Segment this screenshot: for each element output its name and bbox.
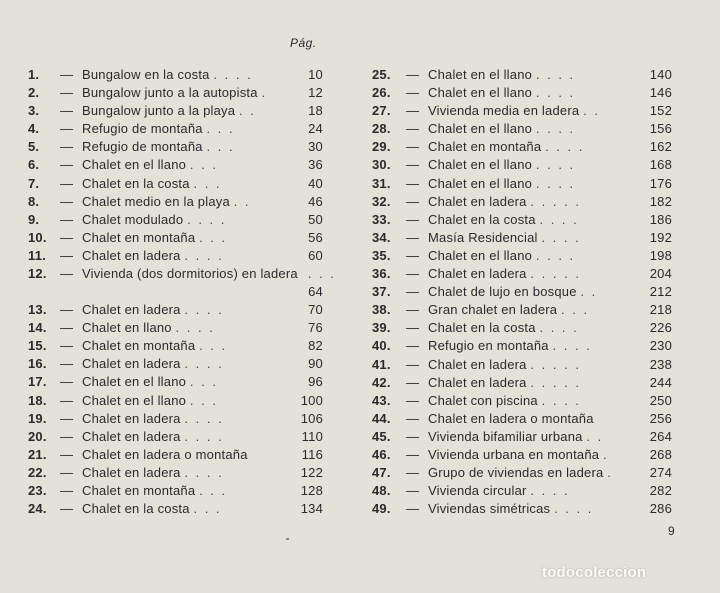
entry-dash: — [60,501,74,517]
entry-page-number: 76 [308,320,323,336]
entry-number: 10. [28,229,47,245]
leader-dots: . . . [193,175,222,191]
entry-number: 26. [372,85,391,101]
entry-dash: — [60,410,74,426]
leader-dots: . . . . [184,428,224,444]
toc-entry [372,247,672,265]
entry-number: 20. [28,428,47,444]
entry-title: Chalet en el llano [82,374,187,390]
toc-entry [372,156,672,174]
entry-dash: — [406,229,420,245]
entry-title: Chalet en el llano [82,157,187,173]
toc-entry [372,175,672,193]
entry-title: Viviendas simétricas [428,501,551,517]
entry-dash: — [60,302,74,318]
entry-number: 44. [372,410,391,426]
page-number: 9 [668,524,675,538]
entry-number: 8. [28,193,40,209]
entry-page-number: 122 [300,464,323,480]
entry-title: Chalet en el llano [428,67,533,82]
entry-title: Vivienda media en ladera [428,103,580,119]
toc-entry [28,482,323,500]
entry-page-number: 198 [649,247,672,263]
entry-title: Chalet en montaña [82,229,196,245]
leader-dots: . [603,446,609,462]
toc-entry [372,138,672,156]
entry-page-number: 60 [308,247,323,263]
entry-number: 38. [372,302,391,318]
entry-dash: — [406,247,420,263]
entry-title: Chalet en ladera [428,374,527,390]
toc-entry [28,373,323,391]
leader-dots: . . . [189,374,218,390]
entry-title: Vivienda circular [428,483,527,499]
leader-dots: . . [580,284,598,300]
entry-page-number: 46 [308,193,323,209]
toc-entry [28,156,323,174]
entry-number: 1. [28,67,40,82]
toc-entry [28,229,323,247]
entry-dash: — [60,374,74,390]
entry-title: Chalet con piscina [428,392,538,408]
leader-dots: . . . . [535,175,576,191]
toc-entry [372,84,672,102]
entry-number: 22. [28,464,47,480]
entry-number: 6. [28,157,40,173]
entry-number: 12. [28,266,47,282]
leader-dots: . . . . [184,302,224,318]
toc-entry [28,175,323,193]
entry-title: Chalet en el llano [428,121,533,137]
toc-entry [28,102,323,120]
toc-entry [28,355,323,373]
entry-number: 23. [28,482,47,498]
toc-entry [372,374,672,392]
entry-dash: — [406,193,420,209]
entry-title: Grupo de viviendas en ladera [428,465,604,481]
entry-page-number: 128 [300,482,323,498]
entry-page-number: 40 [308,175,323,191]
leader-dots: . . . . [535,157,576,173]
toc-entry [372,229,672,247]
entry-dash: — [406,284,420,300]
toc-entry [28,428,323,446]
entry-dash: — [60,211,74,227]
entry-dash: — [60,266,74,282]
entry-page-number: 24 [308,121,323,137]
entry-number: 39. [372,320,391,336]
entry-title: Chalet modulado [82,211,184,227]
entry-page-number: 146 [649,85,672,101]
entry-page-number: 168 [649,157,672,173]
entry-title: Chalet en montaña [428,139,542,155]
leader-dots: . . . [206,121,235,137]
entry-title: Refugio de montaña [82,139,203,155]
toc-entry [28,319,323,337]
entry-dash: — [406,320,420,336]
leader-dots: . . . . [184,247,224,263]
toc-entry [372,319,672,337]
entry-number: 2. [28,85,40,101]
entry-title: Refugio en montaña [428,338,549,354]
entry-title: Chalet en el llano [82,392,187,408]
entry-title: Chalet en ladera [82,356,181,372]
entry-number: 3. [28,103,40,119]
entry-dash: — [406,302,420,318]
toc-entry [372,66,672,84]
toc-entry [28,500,323,518]
entry-page-number: 238 [649,356,672,372]
leader-dots: . [261,85,268,101]
entry-title: Chalet en la costa [428,320,536,336]
leader-dots: . . . . [539,211,579,227]
entry-number: 25. [372,67,391,82]
entry-page-number: 36 [308,157,323,173]
entry-dash: — [60,121,74,137]
entry-page-number: 18 [308,103,323,119]
entry-page-number: 116 [301,446,323,462]
entry-title: Chalet en ladera [82,410,181,426]
entry-dash: — [60,175,74,191]
toc-entry [28,410,323,428]
entry-dash: — [60,67,74,82]
entry-number: 48. [372,483,391,499]
entry-dash: — [406,392,420,408]
entry-number: 19. [28,410,47,426]
entry-dash: — [60,139,74,155]
entry-number: 11. [28,247,46,263]
entry-page-number: 156 [649,121,672,137]
entry-dash: — [406,67,420,82]
entry-page-number: 70 [308,302,323,318]
entry-number: 31. [372,175,391,191]
entry-page-number: 212 [649,284,672,300]
toc-left-column [28,66,336,518]
leader-dots: . . . . [535,67,576,82]
toc-entry [372,193,672,211]
entry-page-number: 50 [308,211,323,227]
entry-page-number: 204 [649,266,672,282]
toc-entry [28,66,323,84]
toc-entry [372,428,672,446]
entry-title: Chalet en ladera o montaña [82,446,248,462]
entry-number: 17. [28,374,47,390]
print-speck [286,538,289,540]
entry-dash: — [60,428,74,444]
toc-entry [372,410,672,428]
leader-dots: . . . [307,266,336,282]
entry-dash: — [60,157,74,173]
toc-entry [372,337,672,355]
entry-title: Chalet en el llano [428,175,533,191]
entry-dash: — [60,320,74,336]
leader-dots: . . . . . [530,356,581,372]
leader-dots: . . . . [530,483,570,499]
entry-number: 21. [28,446,47,462]
toc-entry [28,392,323,410]
leader-dots: . . . [199,229,228,245]
entry-number: 34. [372,229,391,245]
entry-title: Bungalow en la costa [82,67,210,82]
entry-number: 32. [372,193,391,209]
leader-dots: . . . [189,157,218,173]
entry-number: 5. [28,139,40,155]
entry-dash: — [406,211,420,227]
entry-dash: — [406,139,420,155]
entry-title: Chalet medio en la playa [82,193,230,209]
toc-entry [28,120,323,138]
leader-dots: . . . . [184,464,224,480]
entry-page-number: 274 [649,465,672,481]
entry-dash: — [60,193,74,209]
entry-number: 33. [372,211,391,227]
entry-number: 28. [372,121,391,137]
entry-dash: — [406,410,420,426]
leader-dots: . . . [189,392,218,408]
toc-entry [372,464,672,482]
entry-dash: — [406,428,420,444]
entry-number: 15. [28,338,47,354]
leader-dots: . . . [206,139,235,155]
entry-number: 37. [372,284,391,300]
entry-page-number: 282 [649,483,672,499]
entry-title: Chalet en la costa [82,175,190,191]
entry-page-number: 56 [308,229,323,245]
toc-entry [372,392,672,410]
entry-title: Chalet en ladera [428,193,527,209]
entry-page-number: 192 [649,229,672,245]
entry-number: 49. [372,501,391,517]
entry-title: Refugio de montaña [82,121,203,137]
leader-dots: . . . [193,501,222,517]
leader-dots: . . . . [184,356,224,372]
entry-page-number: 182 [649,193,672,209]
entry-dash: — [406,338,420,354]
entry-dash: — [60,482,74,498]
leader-dots: . . . . [213,67,253,82]
entry-dash: — [60,464,74,480]
entry-page-number: 82 [308,338,323,354]
entry-title: Chalet en montaña [82,338,196,354]
entry-number: 9. [28,211,40,227]
entry-number: 43. [372,392,391,408]
toc-entry [372,211,672,229]
leader-dots: . . [233,193,251,209]
entry-page-number: 134 [300,501,323,517]
entry-title: Vivienda (dos dormitorios) en ladera [82,266,298,282]
entry-page-number: 186 [649,211,672,227]
toc-entry [28,337,323,355]
page-column-header: Pág. [290,36,317,50]
entry-number: 30. [372,157,391,173]
leader-dots: . . . . [541,229,581,245]
leader-dots: . . . . [539,320,579,336]
entry-number: 7. [28,175,40,191]
toc-entry [28,247,323,265]
entry-dash: — [406,356,420,372]
entry-dash: — [60,85,74,101]
entry-dash: — [406,103,420,119]
entry-title: Masía Residencial [428,229,538,245]
entry-dash: — [406,501,420,517]
leader-dots: . . . . [554,501,594,517]
entry-page-number: 244 [649,374,672,390]
toc-entry [372,482,672,500]
entry-dash: — [60,338,74,354]
leader-dots: . . . . [545,139,585,155]
entry-page-number: 256 [649,410,672,426]
entry-page-number: 176 [649,175,672,191]
entry-page-number: 64 [308,284,323,300]
toc-entry [372,500,672,518]
entry-title: Bungalow junto a la autopista [82,85,258,101]
entry-page-number: 152 [649,103,672,119]
entry-title: Chalet en ladera [82,247,181,263]
leader-dots: . . . . [184,410,224,426]
leader-dots: . [607,465,613,481]
entry-page-number: 286 [649,501,672,517]
leader-dots: . . [586,428,604,444]
entry-page-number: 110 [301,428,323,444]
entry-dash: — [406,85,420,101]
leader-dots: . . [583,103,600,119]
leader-dots: . . . [561,302,590,318]
leader-dots: . . . . . [530,374,581,390]
entry-dash: — [406,374,420,390]
leader-dots: . . . . . [530,193,581,209]
entry-page-number: 268 [649,446,672,462]
entry-dash: — [60,392,74,408]
entry-title: Chalet en la costa [428,211,536,227]
leader-dots: . . . . [535,85,576,101]
toc-entry [28,193,323,211]
toc-entry [372,446,672,464]
leader-dots: . . . . . [530,266,581,282]
entry-page-number: 218 [649,302,672,318]
watermark-logo: todocoleccion [542,564,647,581]
toc-entry [28,464,323,482]
toc-entry [28,211,323,229]
toc-entry [372,265,672,283]
entry-dash: — [406,446,420,462]
entry-title: Chalet en la costa [82,501,190,517]
entry-title: Chalet en ladera [82,464,181,480]
leader-dots: . . . . [187,211,227,227]
entry-page-number: 264 [649,428,672,444]
entry-title: Vivienda bifamiliar urbana [428,428,583,444]
entry-title: Chalet en llano [82,320,172,336]
entry-dash: — [60,356,74,372]
entry-page-number: 226 [649,320,672,336]
entry-page-number: 12 [308,85,323,101]
entry-number: 29. [372,139,391,155]
entry-dash: — [406,157,420,173]
entry-title: Gran chalet en ladera [428,302,558,318]
entry-number: 27. [372,103,391,119]
toc-entry [372,356,672,374]
toc-entry [372,301,672,319]
entry-dash: — [60,103,74,119]
entry-dash: — [406,121,420,137]
entry-page-number: 30 [308,139,323,155]
toc-right-column [372,66,672,518]
leader-dots: . . . [199,338,228,354]
entry-page-number: 140 [649,67,672,82]
leader-dots: . . . . [535,247,576,263]
entry-number: 46. [372,446,391,462]
entry-title: Chalet en montaña [82,482,196,498]
leader-dots: . . [238,103,256,119]
leader-dots: . . . . [552,338,592,354]
entry-number: 18. [28,392,47,408]
entry-number: 24. [28,501,47,517]
leader-dots: . . . . [541,392,581,408]
entry-number: 47. [372,465,391,481]
entry-dash: — [60,247,74,263]
entry-page-number: 162 [649,139,672,155]
entry-page-number: 90 [308,356,323,372]
entry-dash: — [60,229,74,245]
entry-number: 13. [28,302,47,318]
entry-title: Chalet en ladera [82,428,181,444]
toc-entry [28,301,323,319]
entry-dash: — [406,483,420,499]
leader-dots: . . . . [535,121,576,137]
entry-page-number: 230 [649,338,672,354]
entry-title: Bungalow junto a la playa [82,103,236,119]
entry-number: 16. [28,356,47,372]
leader-dots: . . . [199,482,228,498]
entry-title: Chalet en el llano [428,157,533,173]
entry-title: Chalet en ladera [428,356,527,372]
entry-page-number: 250 [649,392,672,408]
entry-page-number: 96 [308,374,323,390]
entry-number: 40. [372,338,391,354]
leader-dots: . . . . [175,320,215,336]
entry-dash: — [406,175,420,191]
toc-entry [28,446,323,464]
entry-number: 35. [372,247,391,263]
entry-number: 14. [28,320,47,336]
entry-title: Chalet en el llano [428,247,533,263]
entry-number: 41. [372,356,391,372]
toc-entry [28,84,323,102]
entry-page-number: 106 [300,410,323,426]
entry-dash: — [406,465,420,481]
entry-page-number: 10 [308,67,323,82]
entry-dash: — [60,446,74,462]
toc-entry [28,265,336,301]
toc-entry [372,283,672,301]
entry-number: 42. [372,374,391,390]
entry-title: Chalet de lujo en bosque [428,284,577,300]
entry-dash: — [406,266,420,282]
toc-entry [372,102,672,120]
entry-page-number: 100 [300,392,323,408]
toc-entry [28,138,323,156]
entry-title: Vivienda urbana en montaña [428,446,600,462]
entry-number: 36. [372,266,391,282]
entry-title: Chalet en ladera [82,302,181,318]
toc-entry [372,120,672,138]
entry-number: 4. [28,121,40,137]
entry-number: 45. [372,428,391,444]
entry-title: Chalet en ladera [428,266,527,282]
entry-title: Chalet en ladera o montaña [428,410,594,426]
entry-title: Chalet en el llano [428,85,533,101]
